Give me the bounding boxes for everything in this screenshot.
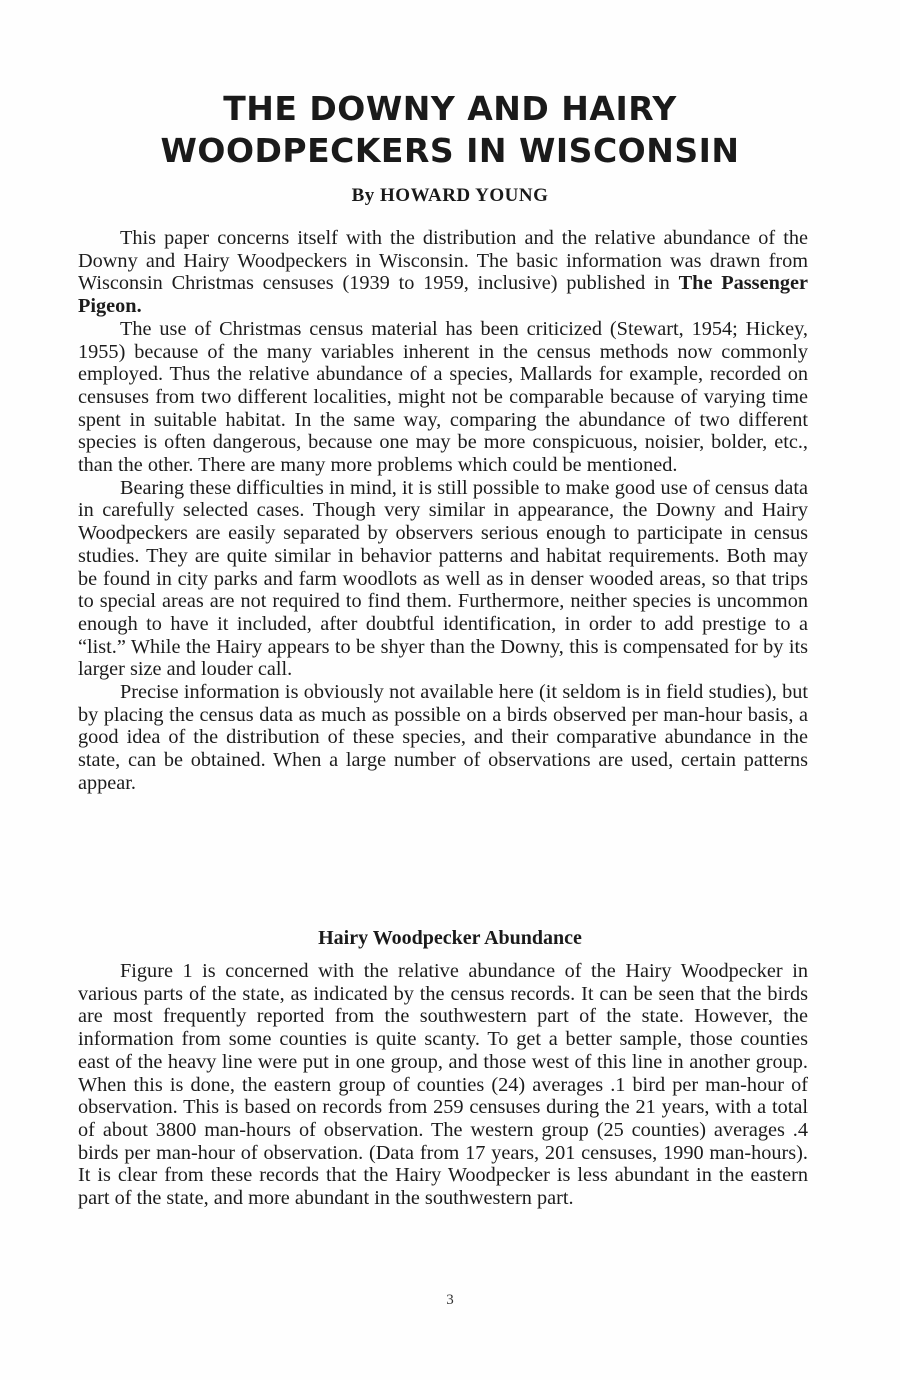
intro-paragraph-1-text: This paper concerns itself with the distribution and the relative abundance of the Downy and Hairy Woodpeckers in Wisconsin. The basic information was drawn from Wisconsin Christmas censuses (1939 to 1959, inclusive) published in: [78, 227, 808, 295]
section-heading-hairy-abundance: Hairy Woodpecker Abundance: [318, 927, 582, 949]
article-title: [0, 88, 900, 172]
intro-paragraph-4: Precise information is obviously not available here (it seldom is in field studies), but by placing the census data as much as possible on a birds observed per man-hour basis, a good idea of the distribution of these species, and their comparative abundance in the state, can be obtained. When a large number of observations are used, certain patterns appear.: [78, 681, 808, 794]
intro-section: [78, 227, 808, 795]
hairy-abundance-section: [78, 960, 808, 1210]
intro-paragraph-2: The use of Christmas census material has been criticized (Stewart, 1954; Hickey, 1955) because of the many variables inherent in the census methods now commonly employed. Thus the relative abundance of a species, Mallards for example, recorded on censuses from two different localities, might not be comparable because of varying time spent in suitable habitat. In the same way, comparing the abundance of two different species is often dangerous, because one may be more conspicuous, noisier, bolder, etc., than the other. There are many more problems which could be mentioned.: [78, 317, 808, 477]
article-title-line-2: WOODPECKERS IN WISCONSIN: [160, 131, 740, 170]
author-byline: By HOWARD YOUNG: [351, 185, 549, 206]
article-title-line-1: THE DOWNY AND HAIRY: [223, 89, 677, 128]
intro-paragraph-3: Bearing these difficulties in mind, it is still possible to make good use of census data in carefully selected cases. Though very similar in appearance, the Downy and Hairy Woodpeckers are easily separated by observers serious enough to participate in census studies. They are quite similar in behavior patterns and habitat requirements. Both may be found in city parks and farm woodlots as well as in denser wooded areas, so that trips to special areas are not required to find them. Furthermore, neither species is uncommon enough to have it included, after doubtful identification, in order to add prestige to a “list.” While the Hairy appears to be shyer than the Downy, this is compensated for by its larger size and louder call.: [78, 476, 808, 681]
page-number: 3: [446, 1292, 454, 1308]
intro-paragraph-1: [78, 227, 808, 318]
journal-name: The Passenger Pigeon.: [78, 272, 808, 318]
section-paragraph-1: Figure 1 is concerned with the relative abundance of the Hairy Woodpecker in various parts of the state, as indicated by the census records. It can be seen that the birds are most frequently reported from the southwestern part of the state. However, the information from some counties is quite scanty. To get a better sample, those counties east of the heavy line were put in one group, and those west of this line in another group. When this is done, the eastern group of counties (24) averages .1 bird per man-hour of observation. This is based on records from 259 censuses during the 21 years, with a total of about 3800 man-hours of observation. The western group (25 counties) averages .4 birds per man-hour of observation. (Data from 17 years, 201 censuses, 1990 man-hours). It is clear from these records that the Hairy Woodpecker is less abundant in the eastern part of the state, and more abundant in the southwestern part.: [78, 960, 808, 1210]
